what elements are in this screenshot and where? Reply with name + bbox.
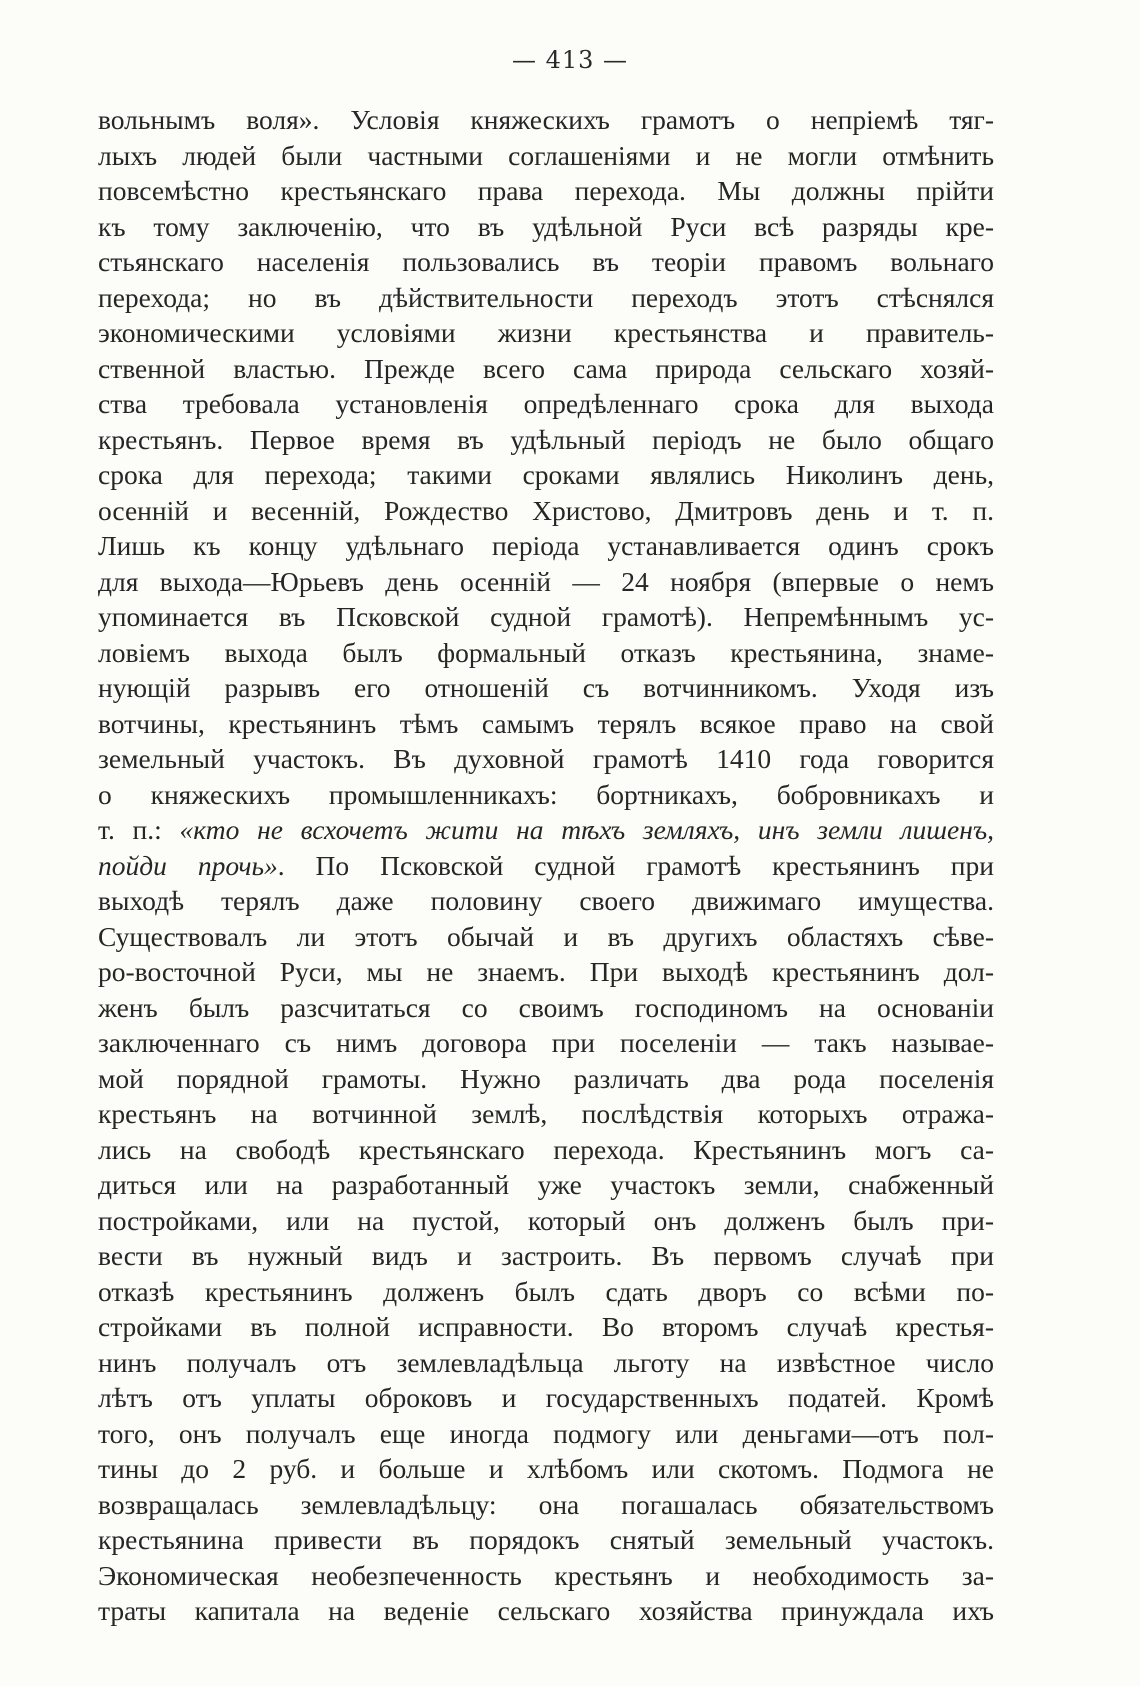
text-line: вольнымъ воля». Условія княжескихъ грамотъ о непріемѣ тяг- — [98, 104, 994, 135]
text-line: Лишь къ концу удѣльнаго періода устанавливается одинъ срокъ — [98, 530, 994, 561]
text-line: лыхъ людей были частными соглашеніями и не могли отмѣнить — [98, 139, 994, 171]
text-line: заключеннаго съ нимъ договора при поселеніи — такъ называе- — [98, 1027, 994, 1058]
text-line: того, онъ получалъ еще иногда подмогу или деньгами—отъ пол- — [98, 1417, 994, 1449]
text-line: экономическими условіями жизни крестьянства и правитель- — [98, 317, 994, 348]
text-line: диться или на разработанный уже участокъ земли, снабженный — [98, 1169, 994, 1200]
text-line: нующій разрывъ его отношеній съ вотчинникомъ. Уходя изъ — [98, 672, 994, 703]
text-line: отказѣ крестьянинъ долженъ былъ сдать дворъ со всѣми по- — [98, 1275, 994, 1307]
text-line: постройками, или на пустой, который онъ долженъ былъ при- — [98, 1204, 994, 1236]
text-line: вотчины, крестьянинъ тѣмъ самымъ терялъ всякое право на свой — [98, 707, 994, 739]
text-line: Существовалъ ли этотъ обычай и въ другихъ областяхъ сѣве- — [98, 920, 994, 952]
text-line-with-quote — [98, 812, 994, 848]
line-suffix: . По Псковской судной грамотѣ крестьянинъ при — [277, 849, 994, 881]
text-line: траты капитала на веденіе сельскаго хозяйства принуждала ихъ — [98, 1595, 994, 1626]
text-line: о княжескихъ промышленникахъ: бортникахъ, бобровникахъ и — [98, 778, 994, 810]
text-line: Экономическая необезпеченность крестьянъ и необходимость за- — [98, 1559, 994, 1591]
text-line: выходѣ терялъ даже половину своего движимаго имущества. — [98, 885, 994, 916]
quote-italic: пойди прочь» — [98, 849, 278, 881]
text-line: женъ былъ разсчитаться со своимъ господиномъ на основаніи — [98, 991, 994, 1023]
text-line: ловіемъ выхода былъ формальный отказъ крестьянина, знаме- — [98, 636, 994, 668]
text-line: мой порядной грамоты. Нужно различать два рода поселенія — [98, 1062, 994, 1094]
text-line: ства требовала установленія опредѣленнаго срока для выхода — [98, 388, 994, 419]
text-line: срока для перехода; такими сроками являлись Николинъ день, — [98, 459, 994, 490]
text-line: осенній и весенній, Рождество Христово, Дмитровъ день и т. п. — [98, 494, 994, 526]
text-line: стьянскаго населенія пользовались въ теоріи правомъ вольнаго — [98, 246, 994, 277]
text-line: вести въ нужный видъ и застроить. Въ первомъ случаѣ при — [98, 1240, 994, 1271]
text-line: крестьянъ на вотчинной землѣ, послѣдствія которыхъ отража- — [98, 1098, 994, 1129]
text-line: крестьянъ. Первое время въ удѣльный періодъ не было общаго — [98, 423, 994, 455]
text-line: тины до 2 руб. и больше и хлѣбомъ или скотомъ. Подмога не — [98, 1453, 994, 1484]
body-text — [98, 102, 994, 1629]
text-line: упоминается въ Псковской судной грамотѣ). Непремѣннымъ ус- — [98, 601, 994, 632]
text-line: нинъ получалъ отъ землевладѣльца льготу на извѣстное число — [98, 1346, 994, 1378]
text-line: лись на свободѣ крестьянскаго перехода. Крестьянинъ могъ са- — [98, 1133, 994, 1165]
text-line: ро-восточной Руси, мы не знаемъ. При выходѣ крестьянинъ дол- — [98, 956, 994, 987]
text-line: къ тому заключенію, что въ удѣльной Руси всѣ разряды кре- — [98, 210, 994, 242]
text-line-with-quote — [98, 848, 994, 884]
text-line: крестьянина привести въ порядокъ снятый земельный участокъ. — [98, 1524, 994, 1555]
quote-italic: «кто не всхочетъ жити на тѣхъ земляхъ, инъ земли лишенъ, — [179, 814, 994, 845]
text-line: стройками въ полной исправности. Во второмъ случаѣ крестья- — [98, 1311, 994, 1342]
text-line: лѣтъ отъ уплаты оброковъ и государственныхъ податей. Кромѣ — [98, 1382, 994, 1413]
text-line: повсемѣстно крестьянскаго права перехода. Мы должны прійти — [98, 175, 994, 206]
text-line: перехода; но въ дѣйствительности переходъ этотъ стѣснялся — [98, 281, 994, 313]
text-line: земельный участокъ. Въ духовной грамотѣ 1410 года говорится — [98, 743, 994, 774]
page-number: — 413 — — [511, 46, 629, 74]
line-prefix: т. п.: — [98, 814, 180, 845]
text-line: ственной властью. Прежде всего сама природа сельскаго хозяй- — [98, 352, 994, 384]
text-line: для выхода—Юрьевъ день осенній — 24 ноября (впервые о немъ — [98, 565, 994, 597]
text-line: возвращалась землевладѣльцу: она погашалась обязательствомъ — [98, 1488, 994, 1520]
